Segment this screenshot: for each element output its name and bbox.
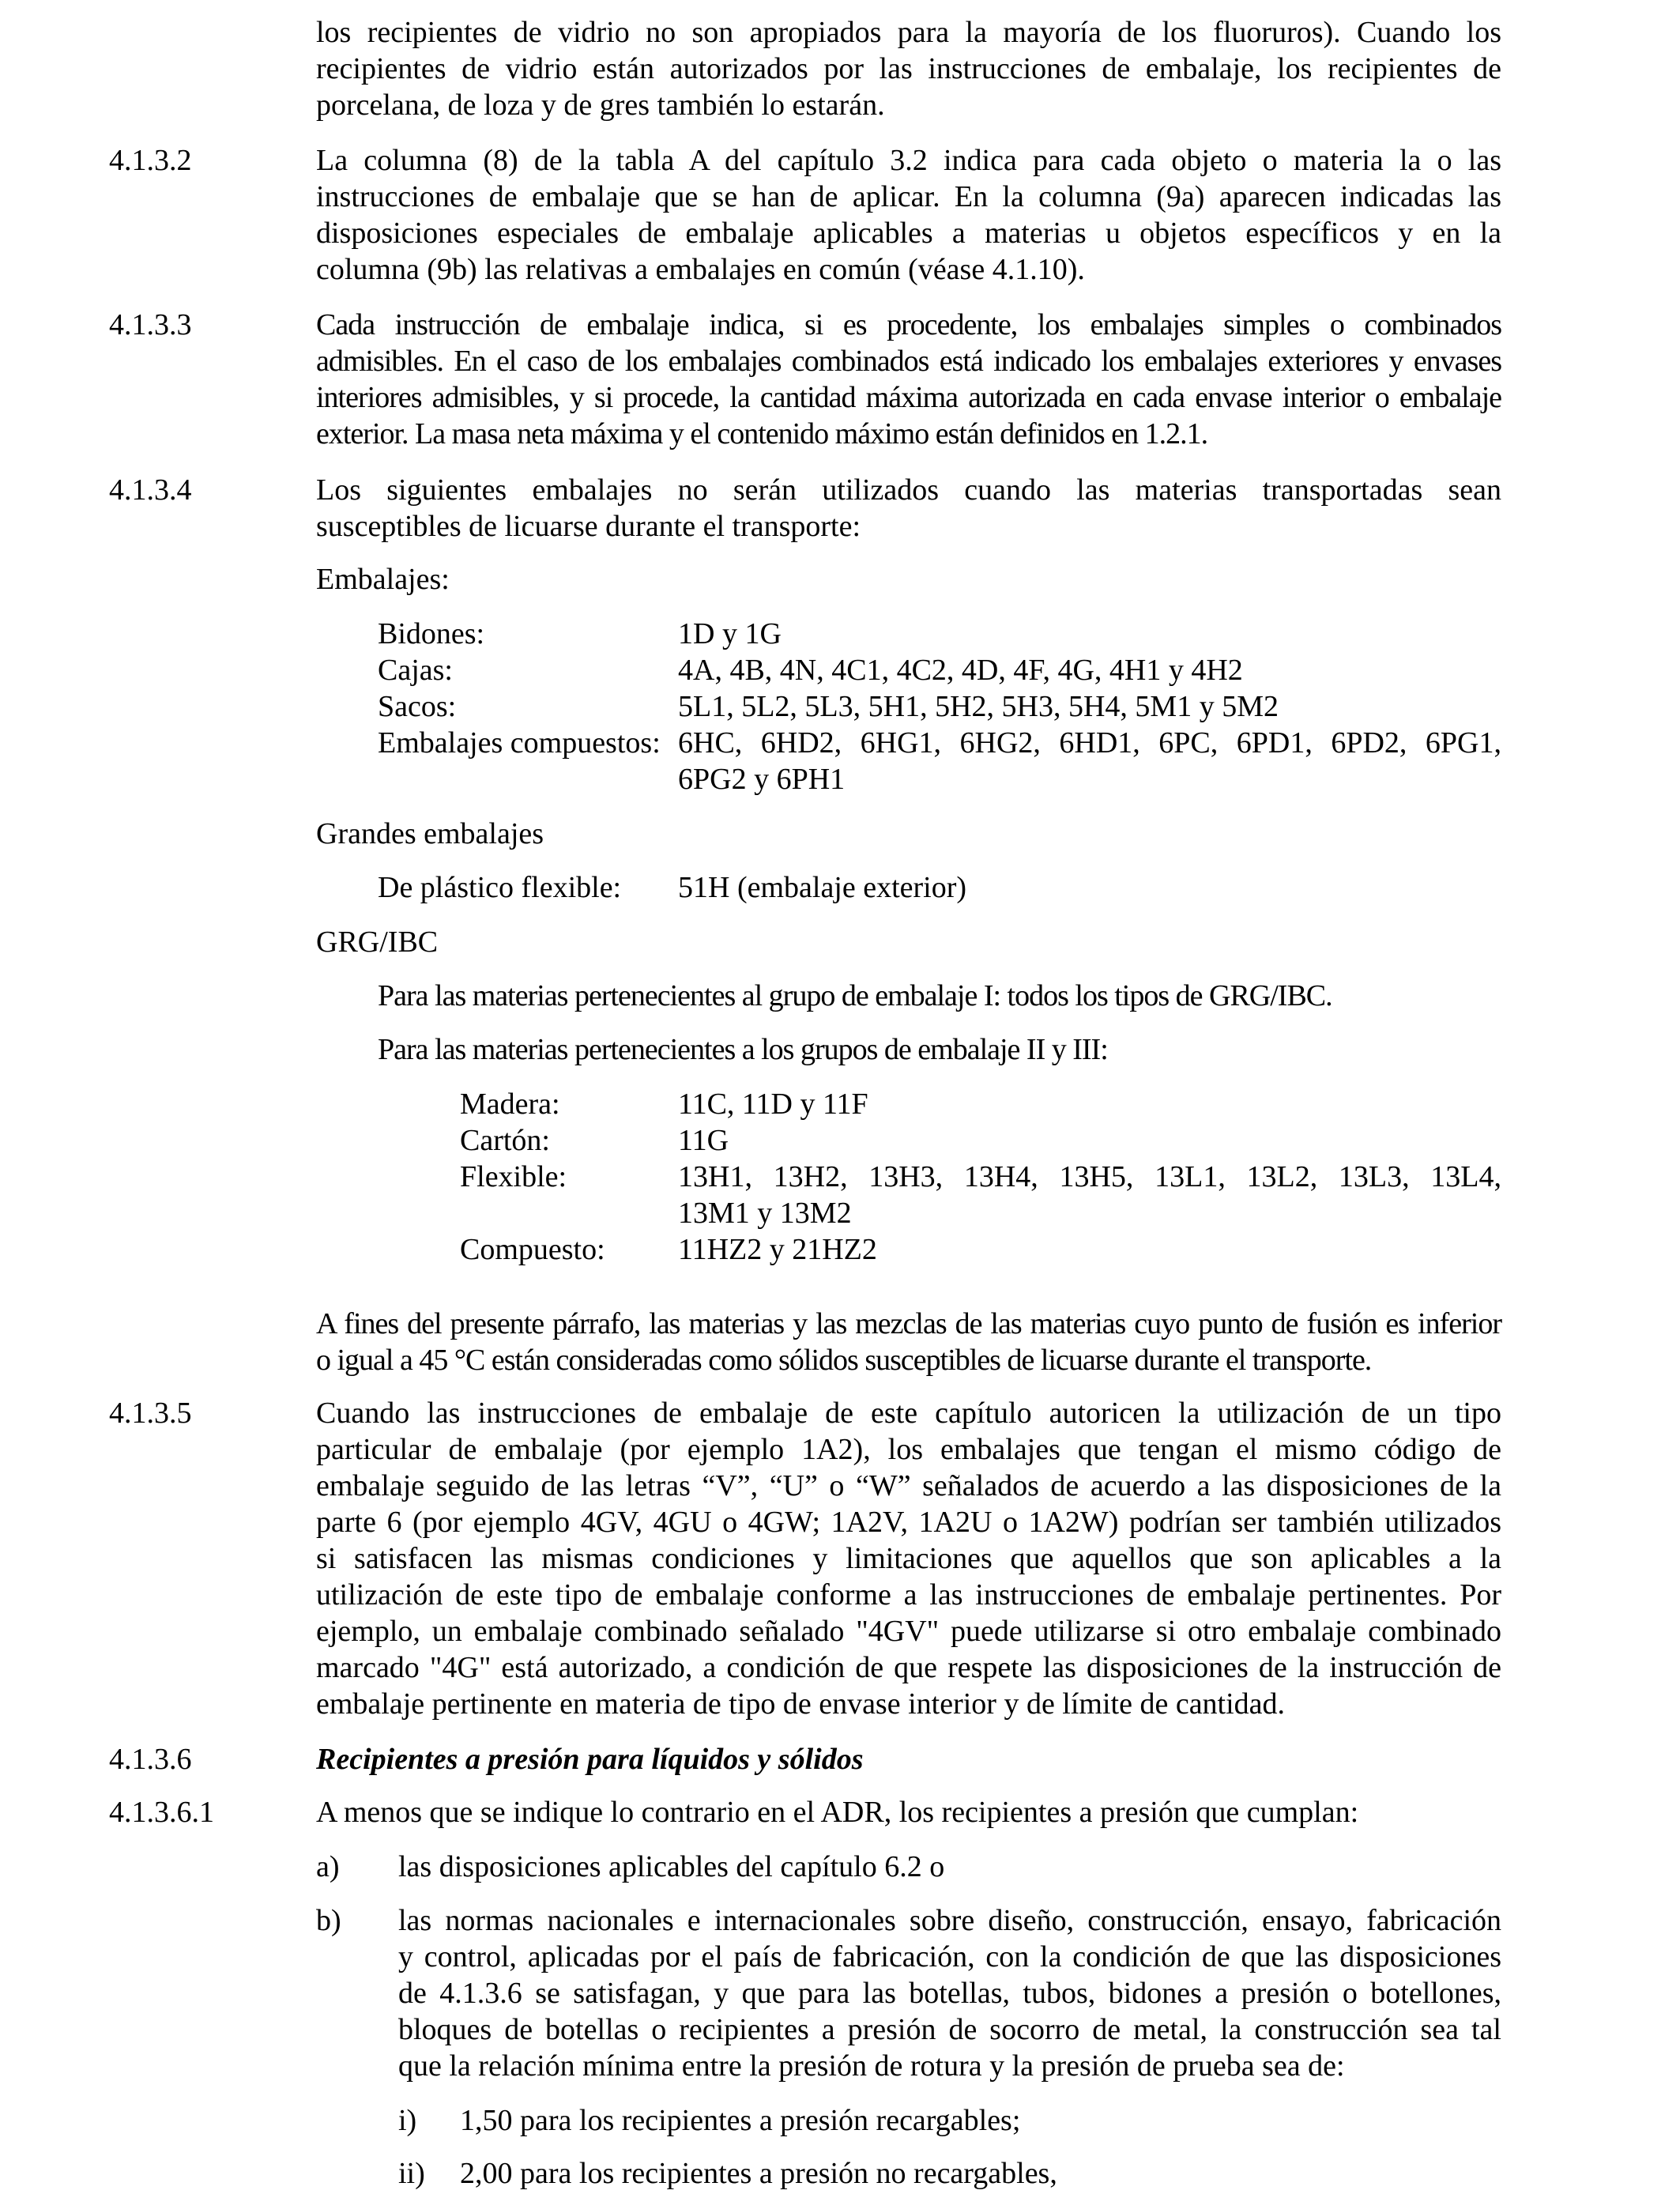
text-line: admisibles. En el caso de los embalajes combinados está indicado los embalajes exteriores y envases (316, 345, 1501, 378)
section-4135-paragraph (316, 1395, 1501, 1722)
text-line: columna (9b) las relativas a embalajes en común (véase 4.1.10). (316, 253, 1085, 286)
text-line: A fines del presente párrafo, las materias y las mezclas de las materias cuyo punto de fusión es inferior (316, 1307, 1501, 1340)
list-codes (678, 1159, 1501, 1231)
text-line: los recipientes de vidrio no son apropiados para la mayoría de los fluoruros). Cuando los (316, 16, 1501, 49)
section-number: 4.1.3.6 (109, 1743, 192, 1776)
text-line: 6PG2 y 6PH1 (678, 763, 846, 796)
grandes-embalajes-heading: Grandes embalajes (316, 817, 544, 850)
text-line: exterior. La masa neta máxima y el contenido máximo están definidos en 1.2.1. (316, 417, 1208, 450)
list-label: De plástico flexible: (378, 871, 622, 904)
text-line: porcelana, de loza y de gres también lo estarán. (316, 89, 885, 122)
list-label: Bidones: (378, 617, 485, 650)
section-4133-paragraph (316, 307, 1501, 452)
list-item-text: 2,00 para los recipientes a presión no recargables, (460, 2157, 1057, 2190)
list-item-text (398, 1902, 1501, 2084)
note-paragraph (316, 1306, 1501, 1378)
text-line: 13H1, 13H2, 13H3, 13H4, 13H5, 13L1, 13L2, 13L3, 13L4, (678, 1160, 1501, 1193)
intro-paragraph (316, 14, 1501, 123)
list-marker: a) (316, 1850, 340, 1883)
text-line: Los siguientes embalajes no serán utilizados cuando las materias transportadas sean (316, 473, 1501, 507)
section-number: 4.1.3.4 (109, 473, 192, 507)
text-line: embalaje pertinente en materia de tipo de envase interior y de límite de cantidad. (316, 1687, 1286, 1721)
text-line: o igual a 45 °C están consideradas como sólidos susceptibles de licuarse durante el transporte. (316, 1344, 1372, 1377)
section-number: 4.1.3.6.1 (109, 1796, 214, 1829)
list-codes: 11C, 11D y 11F (678, 1088, 868, 1121)
text-line: Cuando las instrucciones de embalaje de este capítulo autoricen la utilización de un tipo (316, 1397, 1501, 1430)
text-line: Cada instrucción de embalaje indica, si es procedente, los embalajes simples o combinados (316, 308, 1501, 341)
list-marker: b) (316, 1904, 341, 1937)
text-line: que la relación mínima entre la presión de rotura y la presión de prueba sea de: (398, 2049, 1345, 2083)
text-line: ejemplo, un embalaje combinado señalado "4GV" puede utilizarse si otro embalaje combinado (316, 1615, 1501, 1648)
text-line: La columna (8) de la tabla A del capítulo 3.2 indica para cada objeto o materia la o las (316, 144, 1501, 177)
list-marker: ii) (398, 2157, 425, 2190)
list-label: Flexible: (460, 1160, 567, 1193)
list-codes: 11G (678, 1124, 729, 1157)
text-line: instrucciones de embalaje que se han de aplicar. En la columna (9a) aparecen indicadas las (316, 180, 1501, 213)
list-codes: 11HZ2 y 21HZ2 (678, 1233, 877, 1266)
text-line: susceptibles de licuarse durante el transporte: (316, 510, 861, 543)
text-line: utilización de este tipo de embalaje conforme a las instrucciones de embalaje pertinentes. Por (316, 1578, 1501, 1612)
section-title: Recipientes a presión para líquidos y sólidos (316, 1743, 864, 1776)
text-line: de 4.1.3.6 se satisfagan, y que para las botellas, tubos, bidones a presión o botellones, (398, 1977, 1501, 2010)
text-line: parte 6 (por ejemplo 4GV, 4GU o 4GW; 1A2V, 1A2U o 1A2W) podrían ser también utilizados (316, 1506, 1501, 1539)
list-label: Sacos: (378, 690, 457, 723)
section-41361-intro: A menos que se indique lo contrario en el ADR, los recipientes a presión que cumplan: (316, 1796, 1359, 1829)
list-label: Embalajes compuestos: (378, 726, 661, 760)
grg-group1-text: Para las materias pertenecientes al grupo de embalaje I: todos los tipos de GRG/IBC. (378, 979, 1332, 1012)
text-line: particular de embalaje (por ejemplo 1A2), los embalajes que tengan el mismo código de (316, 1433, 1501, 1466)
list-label: Cartón: (460, 1124, 550, 1157)
list-codes (678, 725, 1501, 797)
grg-group23-text: Para las materias pertenecientes a los grupos de embalaje II y III: (378, 1033, 1108, 1066)
text-line: marcado "4G" está autorizado, a condición de que respete las disposiciones de la instrucción de (316, 1651, 1501, 1684)
section-4132-paragraph (316, 142, 1501, 288)
text-line: bloques de botellas o recipientes a presión de socorro de metal, la construcción sea tal (398, 2013, 1501, 2046)
list-marker: i) (398, 2104, 417, 2137)
text-line: 6HC, 6HD2, 6HG1, 6HG2, 6HD1, 6PC, 6PD1, 6PD2, 6PG1, (678, 726, 1501, 760)
list-label: Compuesto: (460, 1233, 605, 1266)
grg-heading: GRG/IBC (316, 925, 439, 959)
section-number: 4.1.3.5 (109, 1397, 192, 1430)
text-line: embalaje seguido de las letras “V”, “U” o “W” señalados de acuerdo a las disposiciones de la (316, 1469, 1501, 1502)
list-codes: 51H (embalaje exterior) (678, 871, 967, 904)
embalajes-heading: Embalajes: (316, 563, 450, 596)
list-codes: 5L1, 5L2, 5L3, 5H1, 5H2, 5H3, 5H4, 5M1 y 5M2 (678, 690, 1279, 723)
list-label: Cajas: (378, 654, 453, 687)
list-codes: 1D y 1G (678, 617, 782, 650)
section-number: 4.1.3.2 (109, 144, 192, 177)
text-line: recipientes de vidrio están autorizados por las instrucciones de embalaje, los recipientes de (316, 52, 1501, 85)
text-line: 13M1 y 13M2 (678, 1197, 852, 1230)
text-line: disposiciones especiales de embalaje aplicables a materias u objetos específicos y en la (316, 217, 1501, 250)
text-line: las normas nacionales e internacionales sobre diseño, construcción, ensayo, fabricación (398, 1904, 1501, 1937)
list-item-text: las disposiciones aplicables del capítulo 6.2 o (398, 1850, 945, 1883)
text-line: interiores admisibles, y si procede, la cantidad máxima autorizada en cada envase interior o embalaje (316, 381, 1501, 414)
text-line: y control, aplicadas por el país de fabricación, con la condición de que las disposiciones (398, 1940, 1501, 1973)
text-line: si satisfacen las mismas condiciones y limitaciones que aquellos que son aplicables a la (316, 1542, 1501, 1575)
section-number: 4.1.3.3 (109, 308, 192, 341)
list-label: Madera: (460, 1088, 560, 1121)
list-item-text: 1,50 para los recipientes a presión recargables; (460, 2104, 1021, 2137)
section-4134-paragraph (316, 472, 1501, 545)
list-codes: 4A, 4B, 4N, 4C1, 4C2, 4D, 4F, 4G, 4H1 y 4H2 (678, 654, 1243, 687)
